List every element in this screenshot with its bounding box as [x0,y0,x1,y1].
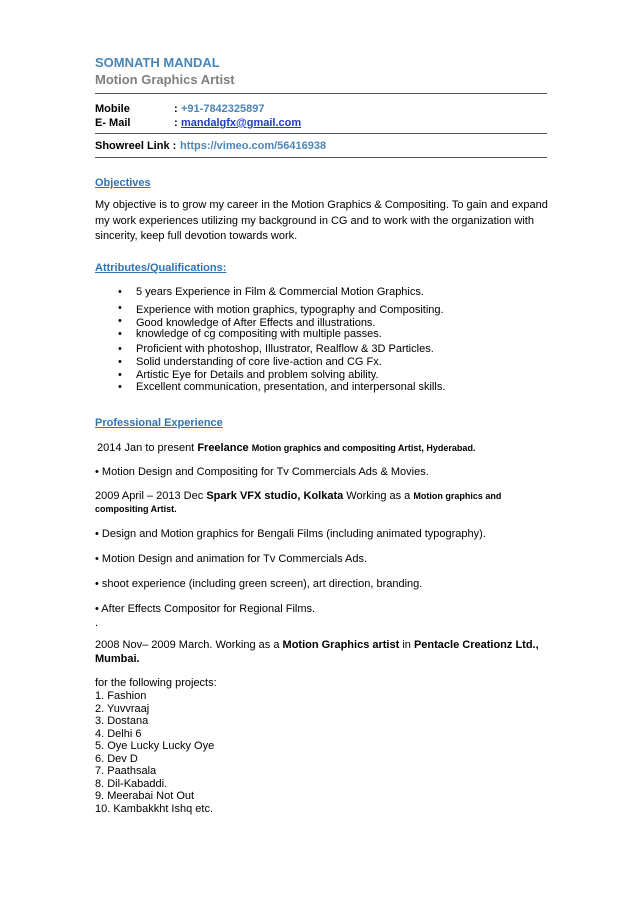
project-item: 8. Dil-Kabaddi. [95,777,168,790]
job-2-line [95,490,501,502]
list-item: Artistic Eye for Details and problem solving ability. [136,369,379,381]
job-3-company: Pentacle Creationz Ltd., [413,639,539,651]
mobile-colon: : [174,103,178,115]
job-3-period: 2008 Nov– 2009 March. Working as a [95,639,280,651]
email-label: E- Mail [95,117,131,129]
list-item: Experience with motion graphics, typography and Compositing. [136,304,444,316]
bullet-icon: • [118,369,122,381]
project-item: 7. Paathsala [95,765,157,777]
showreel-label: Showreel Link : [95,140,177,152]
list-item: knowledge of cg compositing with multiple passes. [136,328,382,340]
list-item: Solid understanding of core live-action and CG Fx. [136,356,382,368]
project-item: 2. Yuvvraaj [95,702,150,715]
job-2-period: 2009 April – 2013 Dec [95,490,204,502]
bullet-icon: • [118,302,122,314]
candidate-title: Motion Graphics Artist [95,72,235,87]
bullet-icon: • [118,356,122,368]
showreel-link[interactable]: https://vimeo.com/56416938 [180,140,327,152]
objectives-heading: Objectives [95,177,151,189]
email-colon: : [174,117,178,129]
project-item: 1. Fashion [95,690,147,702]
mobile-number: +91-7842325897 [181,103,265,115]
project-item: 3. Dostana [95,715,149,727]
attributes-heading: Attributes/Qualifications: [95,262,227,274]
job-1-role: Freelance [197,442,249,454]
candidate-name: SOMNATH MANDAL [95,55,220,70]
stray-dot: . [95,617,99,629]
mobile-label: Mobile [95,103,130,115]
email-link[interactable]: mandalgfx@gmail.com [181,117,302,129]
project-item: 10. Kambakkht Ishq etc. [95,802,214,815]
job-2-point: • After Effects Compositor for Regional Films. [95,603,316,615]
divider [95,93,547,94]
job-2-role-cont: compositing Artist. [95,504,177,514]
job-1-detail: Motion graphics and compositing Artist, Hyderabad. [251,443,476,453]
project-item: 6. Dev D [95,752,138,765]
list-item: Proficient with photoshop, Illustrator, Realflow & 3D Particles. [136,343,434,355]
job-2-point: • Motion Design and animation for Tv Commercials Ads. [95,553,368,565]
list-item: Good knowledge of After Effects and illustrations. [136,317,376,329]
bullet-icon: • [118,286,122,298]
job-2-role: Motion graphics and [413,491,502,501]
bullet-icon: • [118,343,122,355]
project-item: 5. Oye Lucky Lucky Oye [95,740,215,752]
bullet-icon: • [118,328,122,340]
job-1-line [97,442,475,454]
job-2-working-as: Working as a [346,490,411,502]
job-3-line [95,639,539,651]
job-3-role: Motion Graphics artist [282,639,400,651]
list-item: 5 years Experience in Film & Commercial Motion Graphics. [136,286,424,298]
objectives-text: My objective is to grow my career in the Motion Graphics & Compositing. To gain and expand my work experiences utilizing my background in CG and to work with the organization with sincerity, keep full devotion towards work. [95,199,548,242]
job-3-in: in [402,639,411,651]
projects-list [95,690,214,815]
job-2-point: • shoot experience (including green screen), art direction, branding. [95,578,423,590]
projects-intro: for the following projects: [95,677,217,689]
project-item: 9. Meerabai Not Out [95,790,195,802]
divider [95,133,547,134]
job-2-point: • Design and Motion graphics for Bengali Films (including animated typography). [95,528,486,540]
list-item: Excellent communication, presentation, and interpersonal skills. [136,381,446,393]
job-1-point: • Motion Design and Compositing for Tv Commercials Ads & Movies. [95,466,429,478]
bullet-icon: • [118,315,122,327]
experience-heading: Professional Experience [95,417,223,429]
job-2-company: Spark VFX studio, Kolkata [206,490,344,502]
divider [95,157,547,158]
bullet-icon: • [118,381,122,393]
job-1-period: 2014 Jan to present [97,442,195,454]
project-item: 4. Delhi 6 [95,727,142,740]
job-3-city: Mumbai. [95,653,140,665]
